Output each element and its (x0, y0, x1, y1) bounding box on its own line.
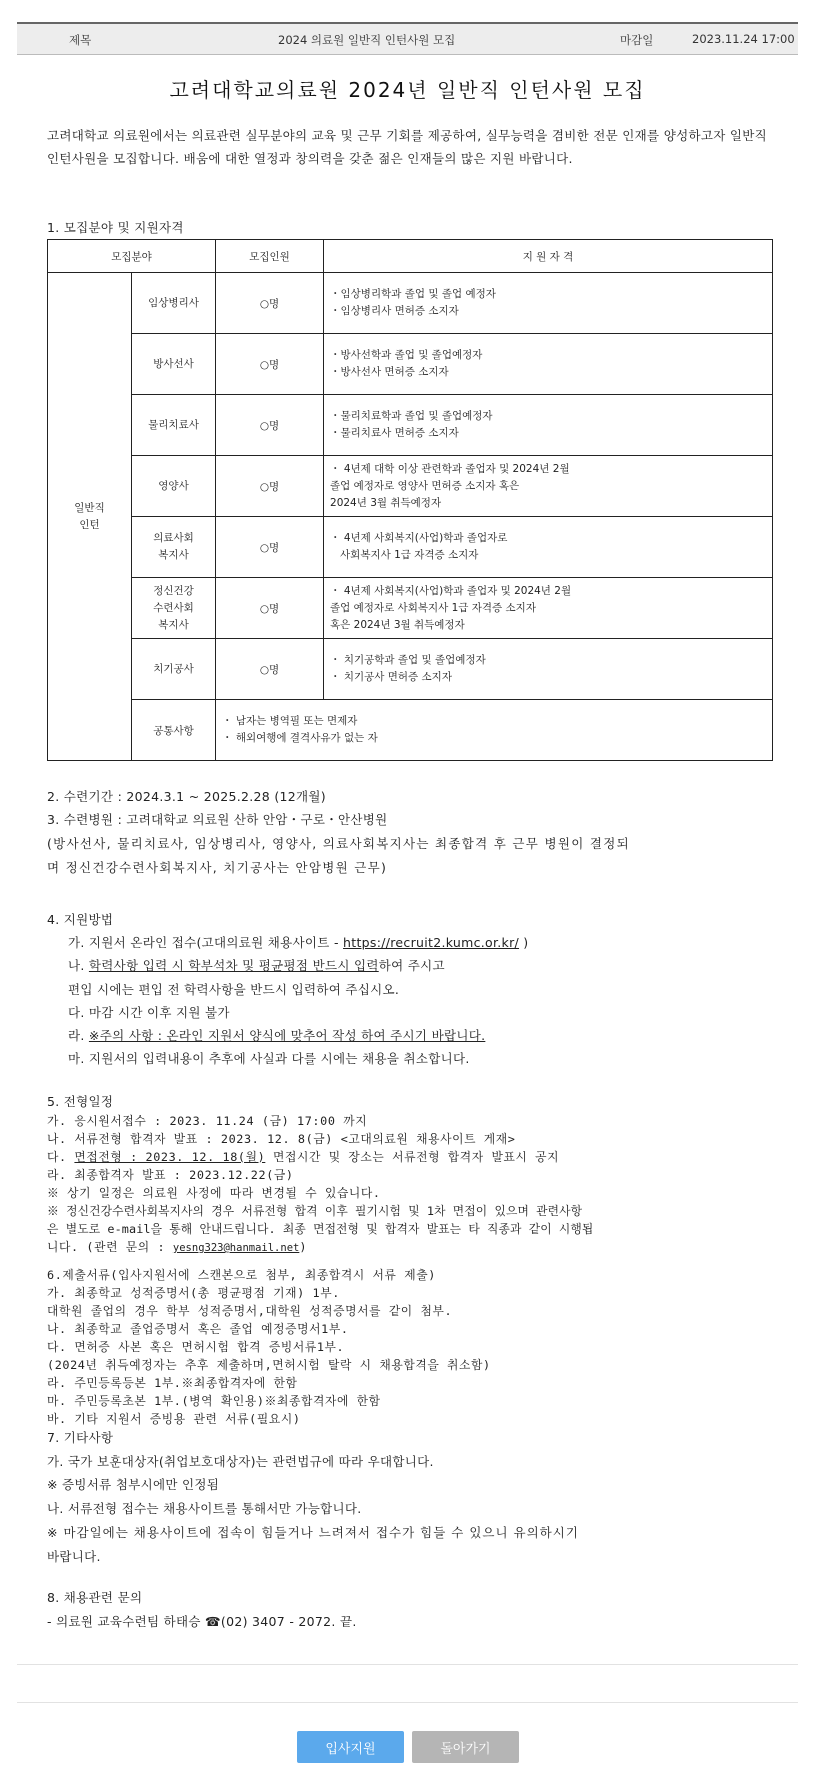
section-7-a: 가. 국가 보훈대상자(취업보호대상자)는 관련법규에 따라 우대합니다. (47, 1454, 434, 1469)
requirement-line: ・물리치료학과 졸업 및 졸업예정자 (330, 410, 493, 422)
requirement-cell (324, 456, 773, 517)
table-row (48, 578, 773, 639)
header-requirements: 지 원 자 격 (324, 240, 773, 273)
section-8-a: - 의료원 교육수련팀 하태승 ☎(02) 3407 - 2072. 끝. (47, 1614, 357, 1629)
field-cell: 임상병리사 (132, 273, 216, 334)
requirement-line: ・방사선사 면허증 소지자 (330, 366, 449, 378)
divider-2 (17, 1702, 798, 1703)
contact-email: yesng323@hanmail.net (172, 1242, 300, 1254)
section-4-heading: 4. 지원방법 (47, 912, 114, 927)
table-row (48, 517, 773, 578)
requirement-line: ・ 4년제 대학 이상 관련학과 졸업자 및 2024년 2월 (330, 462, 570, 475)
section-5-b: 나. 서류전형 합격자 발표 : 2023. 12. 8(금) <고대의료원 채용사이트 게재> (47, 1132, 516, 1146)
intro-text: 고려대학교 의료원에서는 의료관련 실무분야의 교육 및 근무 기회를 제공하여, 실무능력을 겸비한 전문 인재를 양성하고자 일반직 인턴사원을 모집합니다. 배움에 대한 열정과 창의력을 갖춘 젊은 인재들의 많은 지원 바랍니다. (47, 128, 767, 166)
section-5-c-prefix: 다. (47, 1150, 75, 1164)
section-7-heading: 7. 기타사항 (47, 1430, 114, 1445)
section-4-c: 다. 마감 시간 이후 지원 불가 (68, 1005, 230, 1020)
section-5-note-4-prefix: 니다. (관련 문의 : (47, 1240, 173, 1254)
section-4-b2: 편입 시에는 편입 전 학력사항을 반드시 입력하여 주십시오. (68, 982, 400, 997)
count-cell: ○명 (216, 517, 324, 578)
section-6-c2: (2024년 취득예정자는 추후 제출하며,면허시험 탈락 시 채용합격을 취소함) (47, 1358, 491, 1372)
field-cell: 정신건강 수련사회 복지사 (132, 578, 216, 639)
section-6-heading: 6.제출서류(입사지원서에 스캔본으로 첨부, 최종합격시 서류 제출) (47, 1268, 436, 1282)
common-label-cell: 공통사항 (132, 700, 216, 761)
count-cell: ○명 (216, 334, 324, 395)
requirement-line: ・방사선학과 졸업 및 졸업예정자 (330, 349, 483, 361)
section-5-note-2: ※ 정신건강수련사회복지사의 경우 서류전형 합격 이후 필기시험 및 1차 면접이 있으며 관련사항 (47, 1204, 583, 1218)
section-5-a: 가. 응시원서접수 : 2023. 11.24 (금) 17:00 까지 (47, 1114, 368, 1128)
section-5-c-underlined: 면접전형 : 2023. 12. 18(월) (74, 1150, 266, 1164)
requirement-line: ・ 치기공학과 졸업 및 졸업예정자 (330, 654, 486, 666)
section-4-d (68, 1026, 485, 1044)
table-row-common (48, 700, 773, 761)
count-cell: ○명 (216, 578, 324, 639)
section-7-b: 나. 서류전형 접수는 채용사이트를 통해서만 가능합니다. (47, 1501, 362, 1516)
divider-1 (17, 1664, 798, 1665)
table-row (48, 639, 773, 700)
section-3-hospitals: 3. 수련병원 : 고려대학교 의료원 산하 안암・구로・안산병원 (47, 812, 388, 827)
requirement-cell (324, 639, 773, 700)
section-4-a-text: 가. 지원서 온라인 접수(고대의료원 채용사이트 - (68, 935, 344, 950)
requirement-line: 졸업 예정자로 사회복지사 1급 자격증 소지자 (330, 601, 536, 614)
requirement-line: ・ 치기공사 면허증 소지자 (330, 671, 452, 683)
field-cell: 방사선사 (132, 334, 216, 395)
field-cell: 물리치료사 (132, 395, 216, 456)
section-4-d-underlined: ※주의 사항 : 온라인 지원서 양식에 맞추어 작성 하여 주시기 바랍니다. (88, 1028, 486, 1043)
requirement-cell (324, 517, 773, 578)
requirement-line: ・ 4년제 사회복지(사업)학과 졸업자 및 2024년 2월 (330, 584, 572, 597)
field-cell: 의료사회 복지사 (132, 517, 216, 578)
requirement-line: ・임상병리학과 졸업 및 졸업 예정자 (330, 288, 496, 300)
section-6-b: 나. 최종학교 졸업증명서 혹은 졸업 예정증명서1부. (47, 1322, 349, 1336)
section-5-note-3: 은 별도로 e-mail을 통해 안내드립니다. 최종 면접전형 및 합격자 발표는 타 직종과 같이 시행됩 (47, 1222, 594, 1236)
table-row (48, 395, 773, 456)
requirement-line: 혹은 2024년 3월 취득예정자 (330, 618, 465, 631)
header-field: 모집분야 (48, 240, 216, 273)
table-row (48, 334, 773, 395)
section-8-heading: 8. 채용관련 문의 (47, 1590, 143, 1605)
requirement-cell (324, 578, 773, 639)
header-count: 모집인원 (216, 240, 324, 273)
requirement-line: 사회복지사 1급 자격증 소지자 (330, 549, 479, 561)
section-7-note-1: ※ 마감일에는 채용사이트에 접속이 힘들거나 느려져서 접수가 힘들 수 있으니 유의하시기 (47, 1525, 579, 1540)
requirement-line: ・물리치료사 면허증 소지자 (330, 427, 459, 439)
count-cell: ○명 (216, 456, 324, 517)
section-5-c-suffix: 면접시간 및 장소는 서류전형 합격자 발표시 공지 (265, 1150, 560, 1164)
requirement-line: ・임상병리사 면허증 소지자 (330, 305, 459, 317)
count-cell: ○명 (216, 639, 324, 700)
requirement-cell (324, 334, 773, 395)
section-4-d-prefix: 라. (68, 1028, 89, 1043)
post-header-bar (17, 22, 798, 55)
requirement-line: ・ 4년제 사회복지(사업)학과 졸업자로 (330, 532, 508, 544)
section-5-note-4 (47, 1238, 307, 1255)
requirements-table (47, 239, 773, 761)
count-cell: ○명 (216, 273, 324, 334)
section-6-f: 바. 기타 지원서 증빙용 관련 서류(필요시) (47, 1412, 301, 1426)
section-4-e: 마. 지원서의 입력내용이 추후에 사실과 다를 시에는 채용을 취소합니다. (68, 1051, 470, 1066)
section-6-a: 가. 최종학교 성적증명서(총 평균평점 기재) 1부. (47, 1286, 340, 1300)
requirement-cell (324, 395, 773, 456)
section-6-c: 다. 면허증 사본 혹은 면허시험 합격 증빙서류1부. (47, 1340, 345, 1354)
section-3-note-2: 며 정신건강수련사회복지사, 치기공사는 안암병원 근무) (47, 860, 388, 875)
requirement-line: ・ 남자는 병역필 또는 면제자 (222, 715, 358, 727)
requirement-line: 2024년 3월 취득예정자 (330, 496, 442, 509)
common-requirement-cell (216, 700, 773, 761)
section-5-c (47, 1148, 559, 1165)
section-5-note-1: ※ 상기 일정은 의료원 사정에 따라 변경될 수 있습니다. (47, 1186, 381, 1200)
table-row (48, 456, 773, 517)
table-row (48, 273, 773, 334)
count-cell: ○명 (216, 395, 324, 456)
section-6-d: 라. 주민등록등본 1부.※최종합격자에 한함 (47, 1376, 298, 1390)
field-cell: 치기공사 (132, 639, 216, 700)
recruit-site-link[interactable]: https://recruit2.kumc.or.kr/ (343, 935, 520, 950)
section-5-heading: 5. 전형일정 (47, 1094, 114, 1109)
section-4-b (68, 956, 445, 974)
section-4-a (68, 933, 528, 951)
section-6-e: 마. 주민등록초본 1부.(병역 확인용)※최종합격자에 한함 (47, 1394, 381, 1408)
requirement-cell (324, 273, 773, 334)
section-7-a2: ※ 증빙서류 첨부시에만 인정됨 (47, 1477, 220, 1492)
field-cell: 영양사 (132, 456, 216, 517)
page-title: 고려대학교의료원 2024년 일반직 인턴사원 모집 (169, 78, 646, 102)
section-5-note-4-suffix: ) (299, 1240, 308, 1254)
section-7-note-2: 바랍니다. (47, 1549, 101, 1564)
requirement-line: ・ 해외여행에 결격사유가 없는 자 (222, 732, 378, 744)
apply-button[interactable]: 입사지원 (297, 1731, 404, 1763)
section-2-period: 2. 수련기간 : 2024.3.1 ~ 2025.2.28 (12개월) (47, 789, 326, 804)
section-4-b-prefix: 나. (68, 958, 89, 973)
deadline-value: 2023.11.24 17:00 (692, 32, 795, 46)
title-label: 제목 (69, 33, 92, 47)
section-3-note-1: (방사선사, 물리치료사, 임상병리사, 영양사, 의료사회복지사는 최종합격 후 근무 병원이 결정되 (47, 836, 630, 851)
section-5-d: 라. 최종합격자 발표 : 2023.12.22(금) (47, 1168, 294, 1182)
group-cell: 일반직 인턴 (48, 273, 132, 761)
requirement-line: 졸업 예정자로 영양사 면허증 소지자 혹은 (330, 479, 520, 492)
section-6-a2: 대학원 졸업의 경우 학부 성적증명서,대학원 성적증명서를 같이 첨부. (47, 1304, 453, 1318)
section-4-b-suffix: 하여 주시고 (378, 958, 445, 973)
table-header-row (48, 240, 773, 273)
section-1-heading: 1. 모집분야 및 지원자격 (47, 220, 184, 235)
section-4-b-underlined: 학력사항 입력 시 학부석차 및 평균평점 반드시 입력 (88, 958, 379, 973)
section-4-a-end: ) (519, 935, 529, 950)
deadline-label: 마감일 (620, 33, 654, 47)
back-button[interactable]: 돌아가기 (412, 1731, 519, 1763)
title-value: 2024 의료원 일반직 인턴사원 모집 (278, 33, 456, 47)
